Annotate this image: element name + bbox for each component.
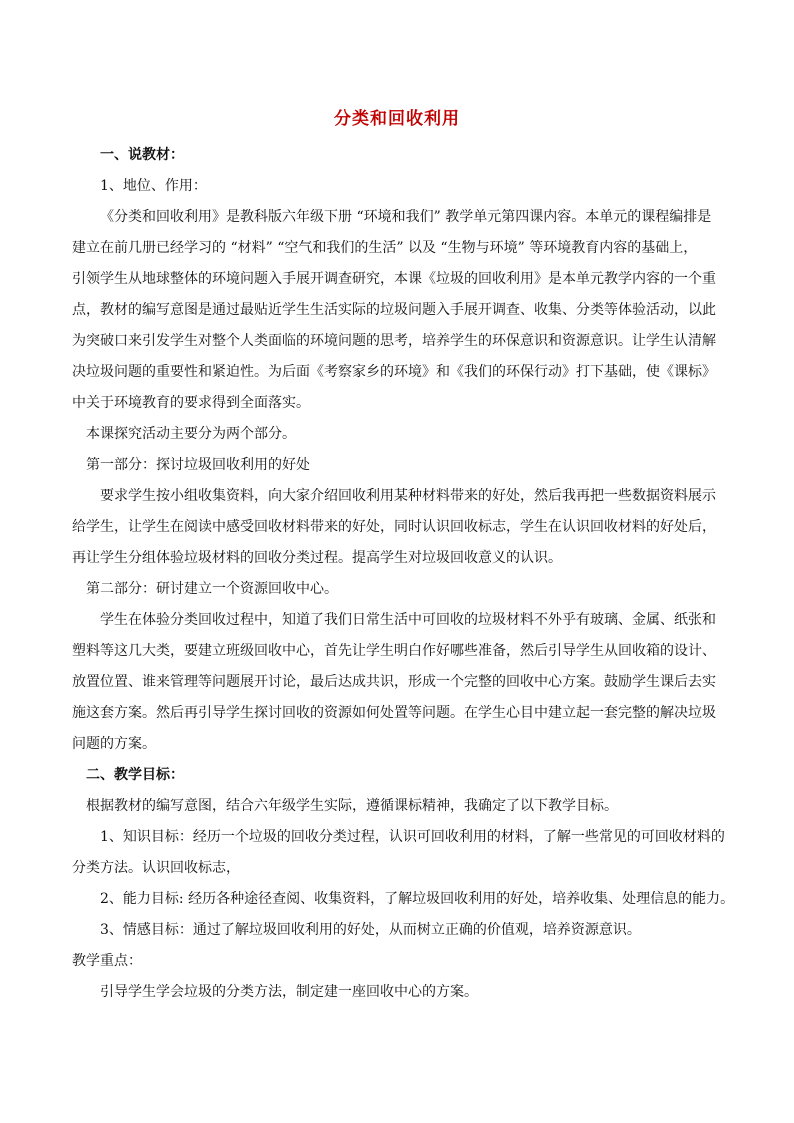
paragraph-line: 《分类和回收利用》是教科版六年级下册 “环境和我们” 教学单元第四课内容。本单元的课程编排是 [100, 209, 712, 225]
teaching-focus-heading: 教学重点： [72, 953, 142, 969]
paragraph-line: 要求学生按小组收集资料，向大家介绍回收利用某种材料带来的好处，然后我再把一些数据资料展示 [100, 488, 716, 504]
knowledge-goal: 1、知识目标：经历一个垃圾的回收分类过程，认识可回收利用的材料，了解一些常见的可回收材料的 [100, 829, 725, 845]
part-one-heading: 第一部分：探讨垃圾回收利用的好处 [86, 457, 310, 473]
paragraph-line: 问题的方案。 [72, 736, 156, 752]
paragraph-line: 施这套方案。然后再引导学生探讨回收的资源如何处置等问题。在学生心目中建立起一套完整的解决垃圾 [72, 705, 716, 721]
section-heading-1: 一、说教材： [100, 147, 184, 163]
paragraph-line: 点，教材的编写意图是通过最贴近学生生活实际的垃圾问题入手展开调查、收集、分类等体验活动，以此 [72, 302, 716, 318]
paragraph-line: 放置位置、谁来管理等问题展开讨论，最后达成共识，形成一个完整的回收中心方案。鼓励学生课后去实 [72, 674, 716, 690]
paragraph-line: 塑料等这几大类，要建立班级回收中心，首先让学生明白作好哪些准备，然后引导学生从回收箱的设计、 [72, 643, 716, 659]
part-two-heading: 第二部分：研讨建立一个资源回收中心。 [86, 581, 338, 597]
paragraph-line: 建立在前几册已经学习的 “材料” “空气和我们的生活” 以及 “生物与环境” 等环境教育内容的基础上， [72, 240, 698, 256]
paragraph-line: 本课探究活动主要分为两个部分。 [86, 426, 296, 442]
paragraph-line: 根据教材的编写意图，结合六年级学生实际，遵循课标精神，我确定了以下教学目标。 [86, 798, 618, 814]
paragraph-line: 引领学生从地球整体的环境问题入手展开调查研究，本课《垃圾的回收利用》是本单元教学内容的一个重 [72, 271, 716, 287]
section-heading-2: 二、教学目标： [86, 767, 184, 783]
paragraph-line: 分类方法。认识回收标志， [72, 860, 240, 876]
paragraph-line: 中关于环境教育的要求得到全面落实。 [72, 395, 310, 411]
paragraph-line: 为突破口来引发学生对整个人类面临的环境问题的思考，培养学生的环保意识和资源意识。让学生认清解 [72, 333, 716, 349]
teaching-focus-text: 引导学生学会垃圾的分类方法，制定建一座回收中心的方案。 [100, 984, 478, 1000]
paragraph-line: 再让学生分组体验垃圾材料的回收分类过程。提高学生对垃圾回收意义的认识。 [72, 550, 562, 566]
paragraph-line: 决垃圾问题的重要性和紧迫性。为后面《考察家乡的环境》和《我们的环保行动》打下基础，使《课标》 [72, 364, 716, 380]
emotion-goal: 3、情感目标：通过了解垃圾回收利用的好处，从而树立正确的价值观，培养资源意识。 [100, 922, 641, 938]
paragraph-line: 给学生，让学生在阅读中感受回收材料带来的好处，同时认识回收标志，学生在认识回收材料的好处后， [72, 519, 716, 535]
document-title: 分类和回收利用 [334, 109, 460, 129]
ability-goal: 2、能力目标: 经历各种途径查阅、收集资料，了解垃圾回收利用的好处，培养收集、处理信息的能力。 [100, 891, 735, 907]
subheading-position-role: 1、地位、作用： [100, 178, 207, 194]
paragraph-line: 学生在体验分类回收过程中，知道了我们日常生活中可回收的垃圾材料不外乎有玻璃、金属、纸张和 [100, 612, 716, 628]
